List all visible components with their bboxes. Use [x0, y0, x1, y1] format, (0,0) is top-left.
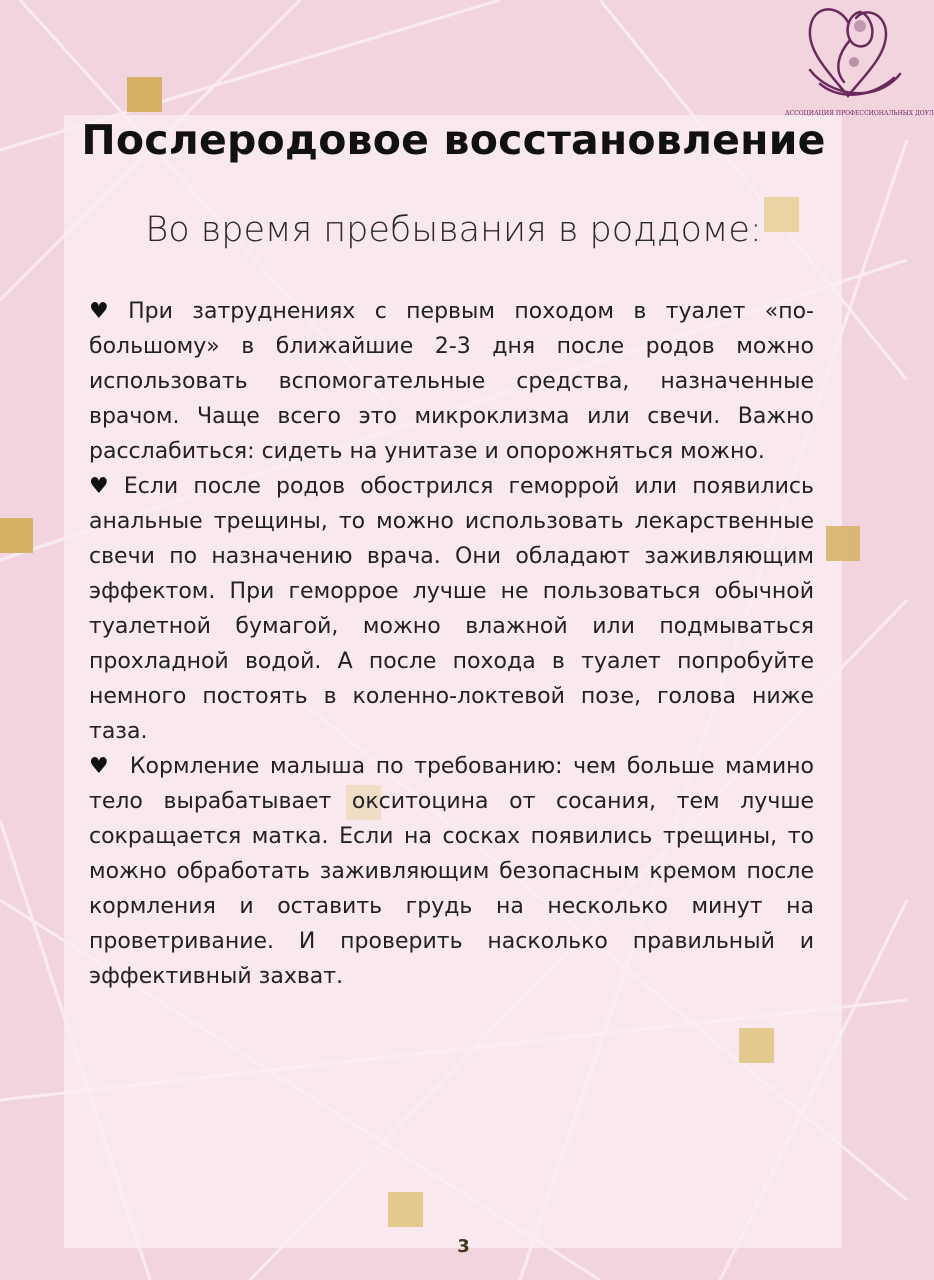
heart-icon: ♥: [89, 754, 113, 779]
decor-square: [388, 1192, 423, 1227]
decor-square: [0, 518, 33, 553]
paragraph: [89, 469, 814, 749]
paragraph-text: При затруднениях с первым походом в туалет «по-большому» в ближайшие 2-3 дня после родов можно использовать вспомогательные средства, назначенные врачом. Чаще всего это микроклизма или свечи. Важно расслабиться: сидеть на унитазе и опорожняться можно.: [89, 299, 814, 464]
page-number: 3: [457, 1236, 470, 1257]
heart-icon: ♥: [89, 299, 122, 324]
decor-square: [739, 1028, 774, 1063]
page-title: Послеродовое восстановление: [81, 116, 826, 164]
paragraph-text: Кормление малыша по требованию: чем больше мамино тело вырабатывает окситоцина от сосания, тем лучше сокращается матка. Если на сосках появились трещины, то можно обработать заживляющим безопасным кремом после кормления и оставить грудь на несколько минут на проветривание. И проверить насколько правильный и эффективный захват.: [89, 754, 814, 989]
paragraph: [89, 749, 814, 994]
decor-square: [826, 526, 860, 561]
logo-caption: АССОЦИАЦИЯ ПРОФЕССИОНАЛЬНЫХ ДОУЛ: [785, 110, 934, 117]
paragraph: [89, 294, 814, 469]
body-text: [89, 294, 814, 994]
association-logo: [785, 0, 934, 122]
heart-icon: ♥: [89, 474, 117, 499]
decor-square: [127, 77, 162, 112]
paragraph-text: Если после родов обострился геморрой или появились анальные трещины, то можно использовать лекарственные свечи по назначению врача. Они обладают заживляющим эффектом. При геморрое лучше не пользоваться обычной туалетной бумагой, можно влажной или подмываться прохладной водой. А после похода в туалет попробуйте немного постоять в коленно-локтевой позе, голова ниже таза.: [89, 474, 814, 744]
page-subtitle: Во время пребывания в роддоме:: [145, 210, 762, 250]
mother-child-heart-logo: [790, 0, 907, 108]
